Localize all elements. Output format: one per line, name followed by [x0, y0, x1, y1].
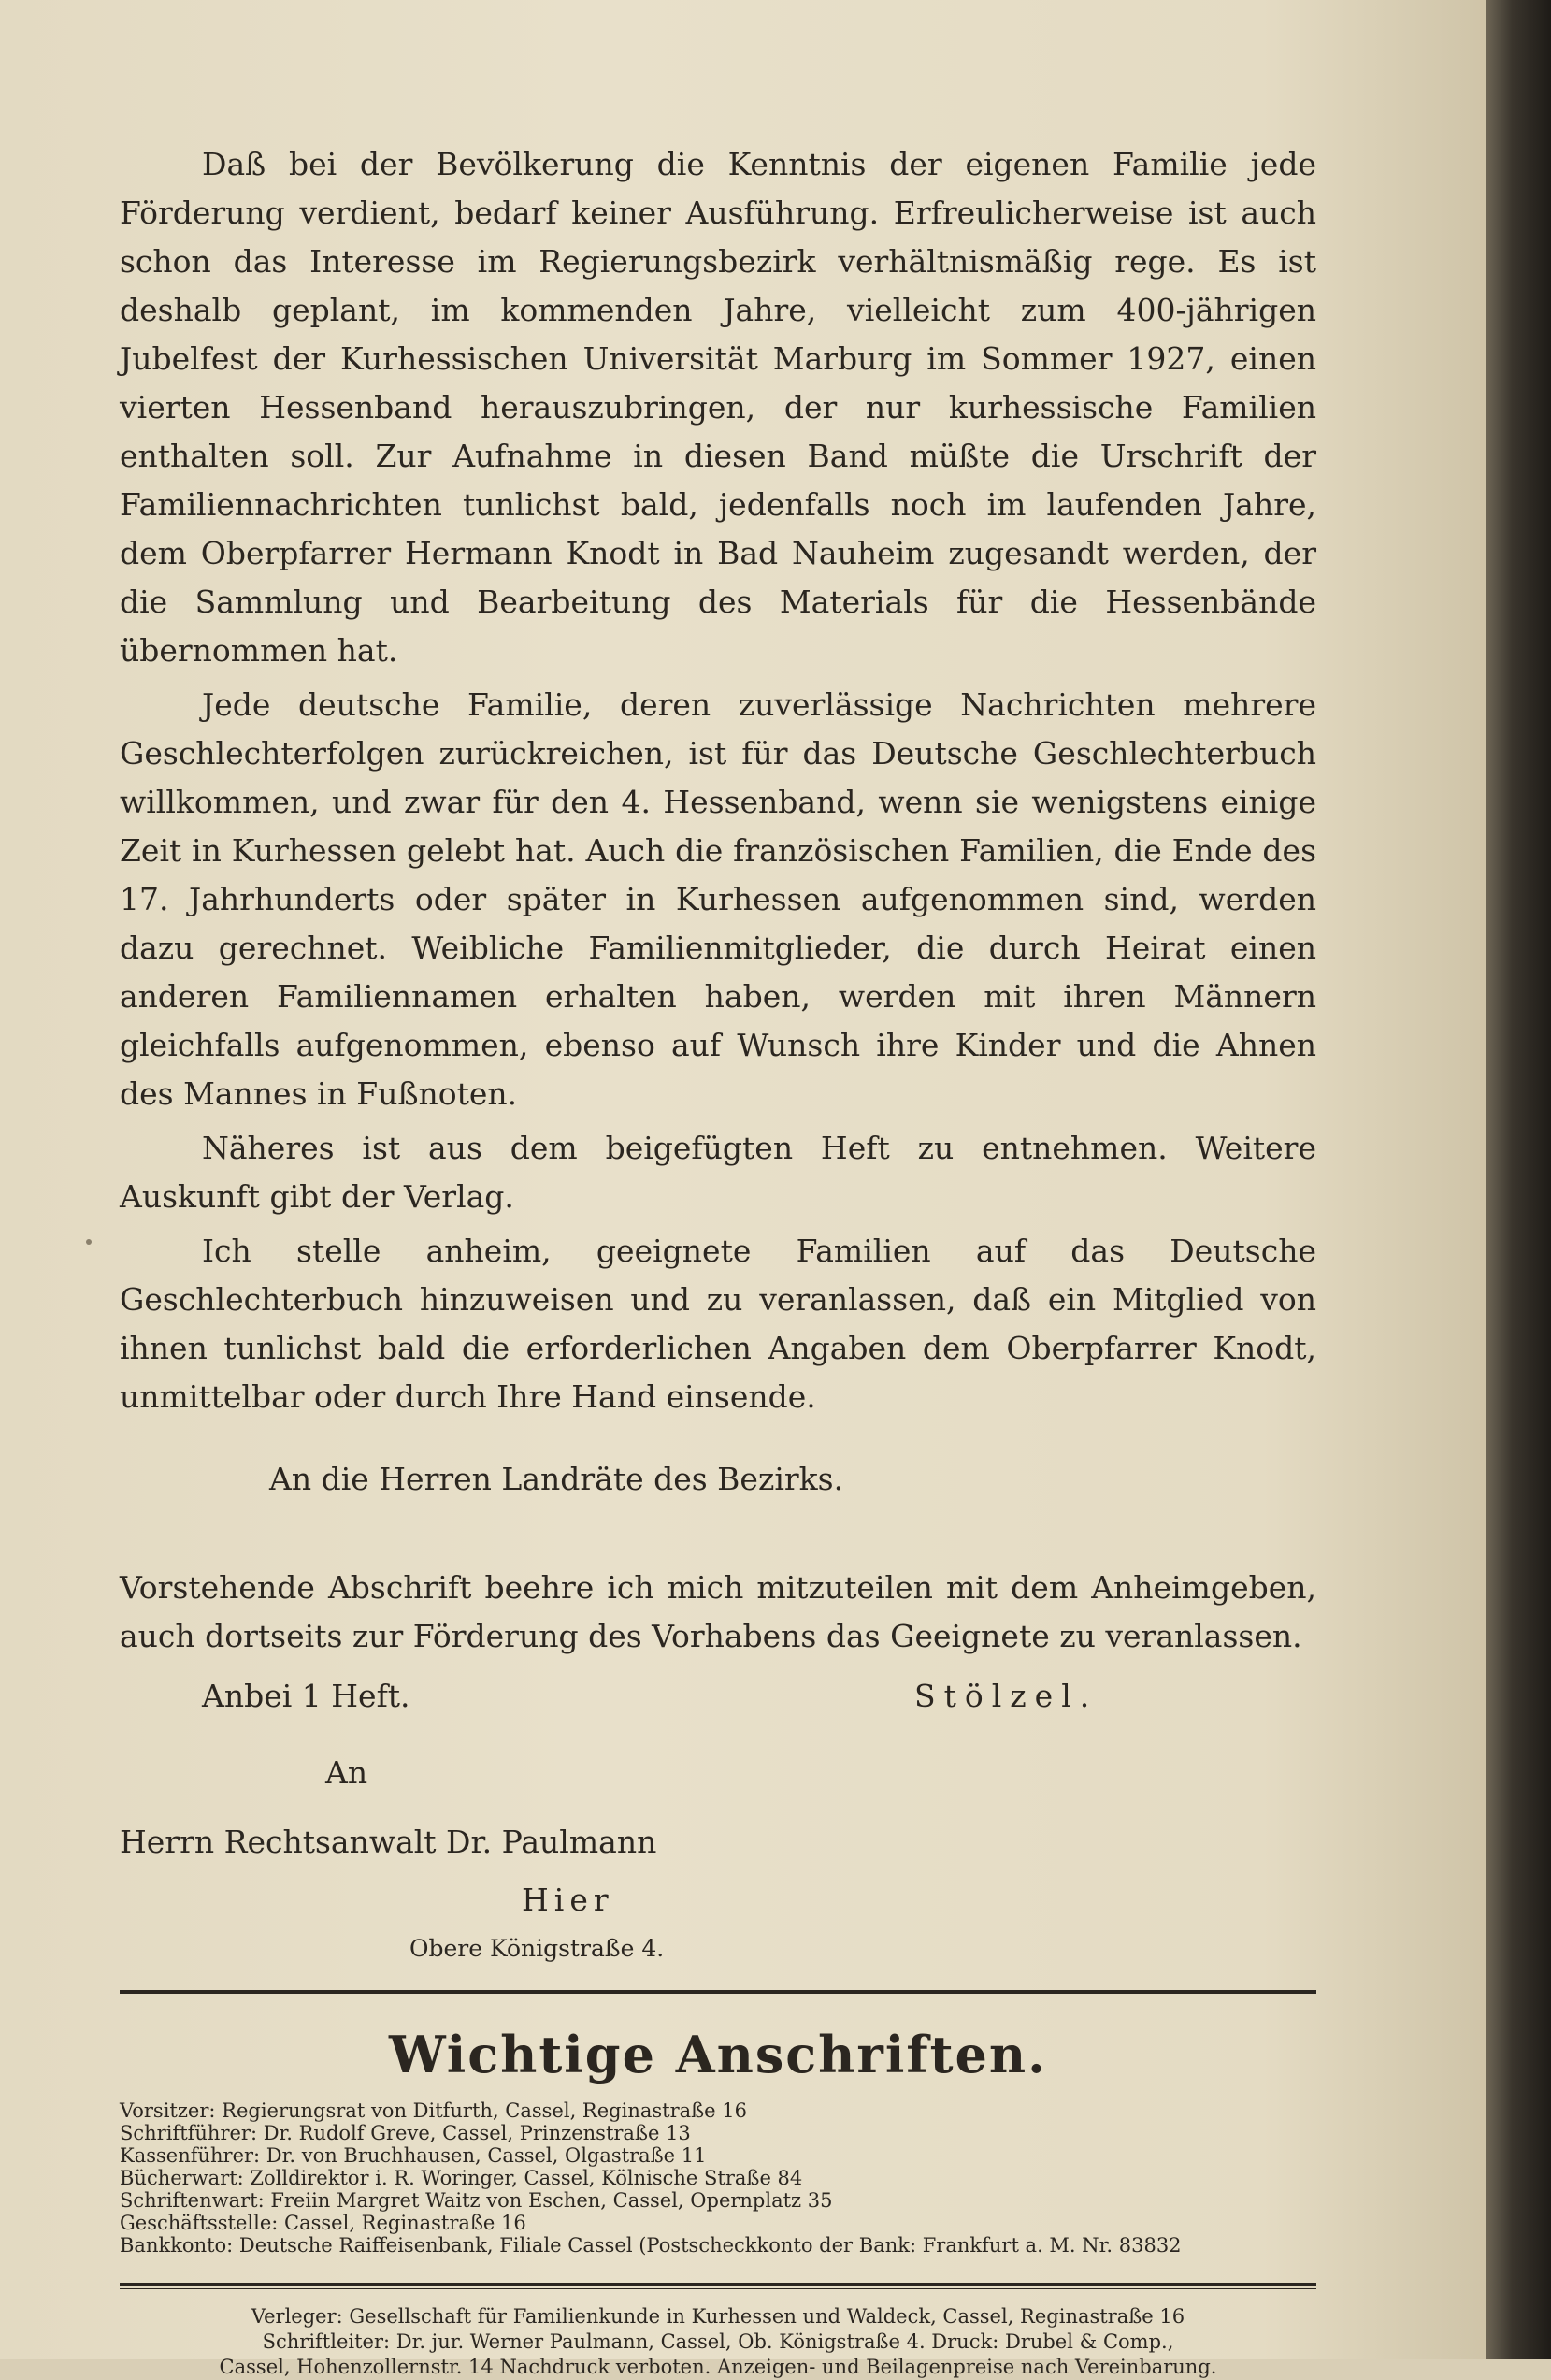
address-line: Vorsitzer: Regierungsrat von Ditfurth, Cassel, Reginastraße 16 [120, 2099, 747, 2122]
address-street: Obere Königstraße 4. [409, 1935, 665, 1962]
address-line: Schriftenwart: Freiin Margret Waitz von Eschen, Cassel, Opernplatz 35 [120, 2189, 833, 2212]
paragraph-1 [120, 140, 1316, 675]
address-line: Kassenführer: Dr. von Bruchhausen, Cassel, Olgastraße 11 [120, 2144, 707, 2167]
paragraph-5 [120, 1564, 1316, 1661]
address-recipient: Herrn Rechtsanwalt Dr. Paulmann [120, 1824, 657, 1860]
imprint-line: Verleger: Gesellschaft für Familienkunde in Kurhessen und Waldeck, Cassel, Reginastraße 16 [251, 2305, 1185, 2328]
enclosure-note: Anbei 1 Heft. [202, 1678, 410, 1714]
address-line: Bücherwart: Zolldirektor i. R. Woringer, Cassel, Kölnische Straße 84 [120, 2167, 803, 2189]
address-list [120, 2099, 1316, 2257]
footer-divider [120, 2283, 1316, 2289]
address-line: Bankkonto: Deutsche Raiffeisenbank, Filiale Cassel (Postscheckkonto der Bank: Frankfurt a. M. Nr. 83832 [120, 2234, 1182, 2257]
divider-thick [120, 1990, 1316, 1994]
divider-thick [120, 2283, 1316, 2286]
paragraph-2-text: Jede deutsche Familie, deren zuverlässige Nachrichten mehrere Geschlechterfolgen zurückreichen, ist für das Deutsche Geschlechterbuch willkommen, und zwar für den 4. Hessenband, wenn sie wenigstens einige Zeit in Kurhessen gelebt hat. Auch die französischen Familien, die Ende des 17. Jahrhunderts oder später in Kurhessen aufgenommen sind, werden dazu gerechnet. Weibliche Familienmitglieder, die durch Heirat einen anderen Familiennamen erhalten haben, werden mit ihren Männern gleichfalls aufgenommen, ebenso auf Wunsch ihre Kinder und die Ahnen des Mannes in Fußnoten. [120, 686, 1316, 1112]
paragraph-2 [120, 681, 1316, 1118]
paragraph-4-text: Ich stelle anheim, geeignete Familien auf das Deutsche Geschlechterbuch hinzuweisen und zu veranlassen, daß ein Mitglied von ihnen tunlichst bald die erforderlichen Angaben dem Oberpfarrer Knodt, unmittelbar oder durch Ihre Hand einsende. [120, 1233, 1316, 1415]
address-line: Schriftführer: Dr. Rudolf Greve, Cassel, Prinzenstraße 13 [120, 2122, 691, 2144]
section-title: Wichtige Anschriften. [389, 2025, 1047, 2084]
paragraph-1-text: Daß bei der Bevölkerung die Kenntnis der eigenen Familie jede Förderung verdient, bedarf keiner Ausführung. Erfreulicherweise ist auch schon das Interesse im Regierungsbezirk verhältnismäßig rege. Es ist deshalb geplant, im kommenden Jahre, vielleicht zum 400-jährigen Jubelfest der Kurhessischen Universität Marburg im Sommer 1927, einen vierten Hessenband herauszubringen, der nur kurhessische Familien enthalten soll. Zur Aufnahme in diesen Band müßte die Urschrift der Familiennachrichten tunlichst bald, jedenfalls noch im laufenden Jahre, dem Oberpfarrer Hermann Knodt in Bad Nauheim zugesandt werden, der die Sammlung und Bearbeitung des Materials für die Hessenbände übernommen hat. [120, 146, 1316, 669]
paragraph-5-text: Vorstehende Abschrift beehre ich mich mitzuteilen mit dem Anheimgeben, auch dortseits zur Förderung des Vorhabens das Geeignete zu veranlassen. [120, 1569, 1316, 1654]
enclosure-signature-row [120, 1672, 1316, 1721]
book-binding [1486, 0, 1551, 2359]
address-line: Geschäftsstelle: Cassel, Reginastraße 16 [120, 2212, 526, 2234]
imprint-line: Cassel, Hohenzollernstr. 14 Nachdruck verboten. Anzeigen- und Beilagenpreise nach Vereinbarung. [219, 2356, 1217, 2378]
salutation: An die Herren Landräte des Bezirks. [269, 1461, 844, 1497]
paragraph-4 [120, 1227, 1316, 1421]
divider-thin [120, 2288, 1316, 2289]
imprint-line: Schriftleiter: Dr. jur. Werner Paulmann, Cassel, Ob. Königstraße 4. Druck: Drubel & Comp., [262, 2330, 1174, 2353]
paragraph-3 [120, 1124, 1316, 1221]
paper-spot [86, 1239, 92, 1245]
paragraph-3-text: Näheres ist aus dem beigefügten Heft zu entnehmen. Weitere Auskunft gibt der Verlag. [120, 1130, 1316, 1215]
address-hier: Hier [522, 1882, 614, 1918]
imprint [120, 2304, 1316, 2380]
signature: Stölzel. [914, 1678, 1099, 1714]
letter-body [120, 140, 1316, 2380]
address-an: An [325, 1754, 368, 1791]
